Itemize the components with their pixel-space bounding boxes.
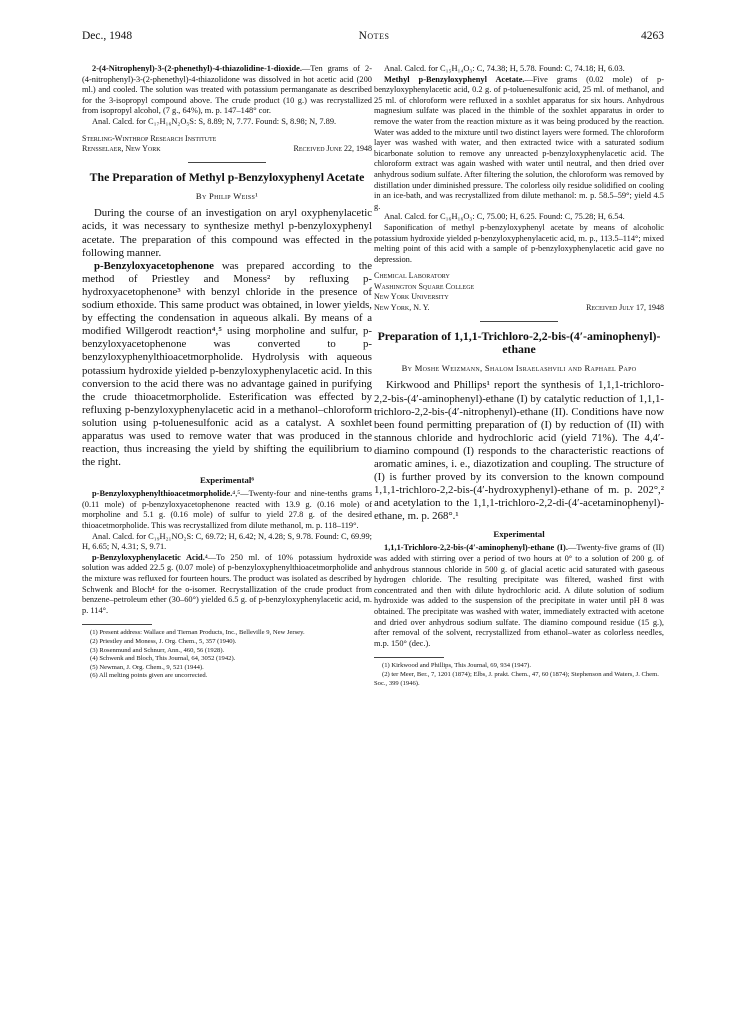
previous-institution-city: Rensselaer, New York xyxy=(82,143,161,153)
trichloro-compound-heading: 1,1,1-Trichloro-2,2-bis-(4′-aminophenyl)-ethane (I). xyxy=(384,543,568,553)
divider-rule xyxy=(480,321,558,322)
experimental-body xyxy=(82,489,372,616)
footnote: (5) Newman, J. Org. Chem., 9, 521 (1944). xyxy=(90,663,204,671)
previous-procedure-text: —Ten grams of 2-(4-nitrophenyl)-3-(2-phenethyl)-4-thiazolidone was dissolved in hot acetic acid (200 ml.) and cooled. The solution was treated with potassium permanganate as described for the 3-isopropyl compound above. The crude product (10 g.) was recrystallized from isopropyl alcohol, (7 g., 64%), m. p. 147–148° cor. xyxy=(82,64,372,116)
footnote: (4) Schwenk and Bloch, This Journal, 64, 3052 (1942). xyxy=(90,655,236,663)
right-column xyxy=(374,64,664,688)
footnote: (1) Present address: Wallace and Tiernan Products, Inc., Belleville 9, New Jersey. xyxy=(90,629,305,637)
previous-compound-heading: 2-(4-Nitrophenyl)-3-(2-phenethyl)-4-thiazolidine-1-dioxide. xyxy=(92,64,302,73)
left-column xyxy=(82,64,372,681)
previous-analysis: Anal. Calcd. for C₁₇H₁₆N₂O₅S: S, 8.89; N, 7.77. Found: S, 8.98; N, 7.89. xyxy=(92,116,337,126)
method-heading: p-Benzyloxyacetophenone xyxy=(94,259,214,272)
divider-rule xyxy=(188,162,266,163)
thioacetmorpholide-heading: p-Benzyloxyphenylthioacetmorpholide. xyxy=(92,489,233,499)
footnote: (1) Kirkwood and Phillips, This Journal, 69, 934 (1947). xyxy=(382,662,531,670)
left-footnotes xyxy=(82,629,372,681)
institution-college: Washington Square College xyxy=(374,281,475,291)
article-byline-weizmann: By Moshe Weizmann, Shalom Israelashvili and Raphael Papo xyxy=(401,362,637,373)
previous-note-end xyxy=(82,64,372,154)
header-page-number: 4263 xyxy=(641,30,664,42)
trichloro-experimental xyxy=(374,543,664,649)
thioacetmorpholide-analysis: Anal. Calcd. for C₁₉H₂₁NO₂S: C, 69.72; H, 6.42; N, 4.28; S, 9.78. Found: C, 69.99; H, 6.65; N, 4.31; S, 9.71. xyxy=(82,531,372,552)
acid-analysis: Anal. Calcd. for C₁₅H₁₄O₃: C, 74.38; H, 5.78. Found: C, 74.18; H, 6.03. xyxy=(384,64,625,73)
footnote: (6) All melting points given are uncorrected. xyxy=(90,672,208,680)
trichloro-procedure-text: —Twenty-five grams of (II) was added with stirring over a period of two hours at 0° to a solution of 200 g. of anhydrous stannous chloride in 500 g. of glacial acetic acid saturated with gaseous hydrogen chloride. The resulting precipitate was filtered, washed first with concentrated and then with dilute hydrochloric acid. A dilute solution of sodium hydroxide was added to the suspension of the precipitate in water until pH 8 was obtained. The precipitate was washed with water, immediately extracted with acetone and dried over anhydrous sodium sulfate. The diamino compound residue (15 g.), after removal of the solvent, recrystallized from ethanol–water as colorless needles, m.p. 150° (dec.). xyxy=(374,543,665,648)
thioacetmorpholide-text: ⁴,⁵—Twenty-four and nine-tenths grams (0.11 mole) of p-benzyloxyacetophenone reacted with 13.9 g. (0.16 mole) of morpholine and 5.1 g. (0.16 mole) of sulfur to yield 27.8 g. of the desired thioacetmorpholide. This was recrystallized from dilute methanol, m. p. 118–119°. xyxy=(82,489,372,531)
previous-institution xyxy=(82,134,372,155)
method-text: was prepared according to the method of Priestley and Moness² by refluxing p-hydroxyacetophenone³ with benzyl chloride in the presence of sodium ethoxide. This same product was obtained, in lower yields, by effecting the condensation in aqueous alkali. By means of a modified Willgerodt reaction⁴,⁵ using morpholine and sulfur, p-benzyloxyacetophenone was converted to p-benzyloxyphenylthioacetmorpholide. Hydrolysis with aqueous potassium hydroxide yielded p-benzyloxyphenylacetic acid. In this conversion to the acid there was no advantage gained in purifying the crude thioacetmorpholide. Esterification was effected by refluxing p-benzyloxyphenylacetic acid in a methanol–chloroform solution using p-toluenesulfonic acid as a catalyst. A soxhlet apparatus was used to remove water that was produced in the reaction, thus increasing the yield by shifting the equilibrium to the right. xyxy=(82,259,372,469)
acid-text: ⁴—To 250 ml. of 10% potassium hydroxide solution was added 22.5 g. (0.07 mole) of p-benzyloxyphenylthioacetmorpholide and the mixture was refluxed for fourteen hours. The product was isolated as described by Schwenk and Bloch⁴ for the o-isomer. Recrystallization of the crude product from benzene–petroleum ether (30–60°) yielded 6.5 g. of p-benzyloxyphenylacetic acid, m. p. 114°. xyxy=(82,552,372,615)
methyl-ester-heading: Methyl p-Benzyloxyphenyl Acetate. xyxy=(384,74,525,84)
footnote-rule xyxy=(82,624,152,625)
methyl-ester-text: —Five grams (0.02 mole) of p-benzyloxyphenylacetic acid, 0.2 g. of p-toluenesulfonic acid, 25 ml. of methanol, and 25 ml. of chloroform were refluxed in a soxhlet apparatus for six hours. Anhydrous magnesium sulfate was placed in the thimble of the soxhlet apparatus in order to remove the water from the reaction mixture as it was being produced by the reaction. Water was added to the mixture until two distinct layers were formed. The chloroform layer was washed with water, and then extracted twice with a saturated sodium bicarbonate solution to remove any unreacted p-benzyloxyphenylacetic acid. The chloroform extract was again washed with water until neutral, and then dried over anhydrous sodium sulfate. After filtering the solution, the chloroform was removed by distillation under diminished pressure. The colorless oily residue solidified on cooling in an ice-bath, and was recrystallized from dilute methanol: m. p. 58.5–59°; yield 4.5 g. xyxy=(374,74,664,211)
method-paragraph xyxy=(82,260,372,470)
received-date: Received July 17, 1948 xyxy=(586,302,664,312)
header-date: Dec., 1948 xyxy=(82,30,133,42)
institution-university: New York University xyxy=(374,292,449,302)
footnote: (2) ter Meer, Ber., 7, 1201 (1874); Elbs, J. prakt. Chem., 47, 60 (1874); Stephenson and Waters, J. Chem. Soc., 399 (1946). xyxy=(374,670,659,687)
institution-lab: Chemical Laboratory xyxy=(374,271,450,281)
saponification-paragraph: Saponification of methyl p-benzyloxyphenyl acetate by means of alcoholic potassium hydroxide yielded p-benzyloxyphenylacetic acid, m. p., 113.5–114°; mixed melting point of this acid with a sample of p-benzyloxyphenylacetic acid gave no depression. xyxy=(374,222,664,264)
experimental-heading-right: Experimental xyxy=(493,529,545,540)
intro-paragraph: During the course of an investigation on aryl oxyphenylacetic acids, it was necessary to synthesize methyl p-benzyloxyphenyl acetate. The preparation of this compound was effected in the following manner. xyxy=(82,207,372,259)
header-section: Notes xyxy=(358,30,390,42)
previous-received-date: Received June 22, 1948 xyxy=(293,143,372,153)
footnote-rule xyxy=(374,657,444,658)
article-byline-weiss: By Philip Weiss¹ xyxy=(195,190,259,201)
footnote: (2) Priestley and Moness, J. Org. Chem., 5, 357 (1940). xyxy=(90,637,237,645)
previous-institution-name: Sterling-Winthrop Research Institute xyxy=(82,133,217,143)
methyl-acetate-experimental xyxy=(374,64,664,313)
article-title-trichloro: Preparation of 1,1,1-Trichloro-2,2-bis-(4′-aminophenyl)-ethane xyxy=(377,328,661,357)
experimental-heading: Experimental⁶ xyxy=(200,475,254,486)
methyl-ester-analysis: Anal. Calcd. for C₁₆H₁₆O₃: C, 75.00; H, 6.25. Found: C, 75.28; H, 6.54. xyxy=(384,212,625,222)
article-title-methyl-acetate: The Preparation of Methyl p-Benzyloxyphenyl Acetate xyxy=(89,170,365,185)
institution-block xyxy=(374,271,664,313)
footnote: (3) Rosenmund and Schnurr, Ann., 460, 56 (1928). xyxy=(90,646,225,654)
acid-heading: p-Benzyloxyphenylacetic Acid. xyxy=(92,552,205,562)
trichloro-intro-paragraph: Kirkwood and Phillips¹ report the synthesis of 1,1,1-trichloro-2,2-bis-(4′-aminophenyl)-ethane (I) by catalytic reduction of 1,1,1-trichloro-2,2-bis-(4′-nitrophenyl)-ethane (II). Conditions have now been found permitting preparation of (I) by reduction of (II) with stannous chloride and hydrochloric acid (yield 71%). The 4,4′-diamino compound (I) responds to the characteristic reactions of aromatic amines, i. e., diazotization and coupling. The structure of (I) is further proved by its conversion to the known compound 1,1,1-trichloro-2,2-bis-(4′-hydroxyphenyl)-ethane of m. p. 202°,² and acetylation to the 1,1,1-trichloro-2,2-di-(4′-acetaminophenyl)-ethane, m. p. 268°.¹ xyxy=(374,379,664,523)
right-footnotes xyxy=(374,662,664,688)
institution-city: New York, N. Y. xyxy=(374,302,430,312)
